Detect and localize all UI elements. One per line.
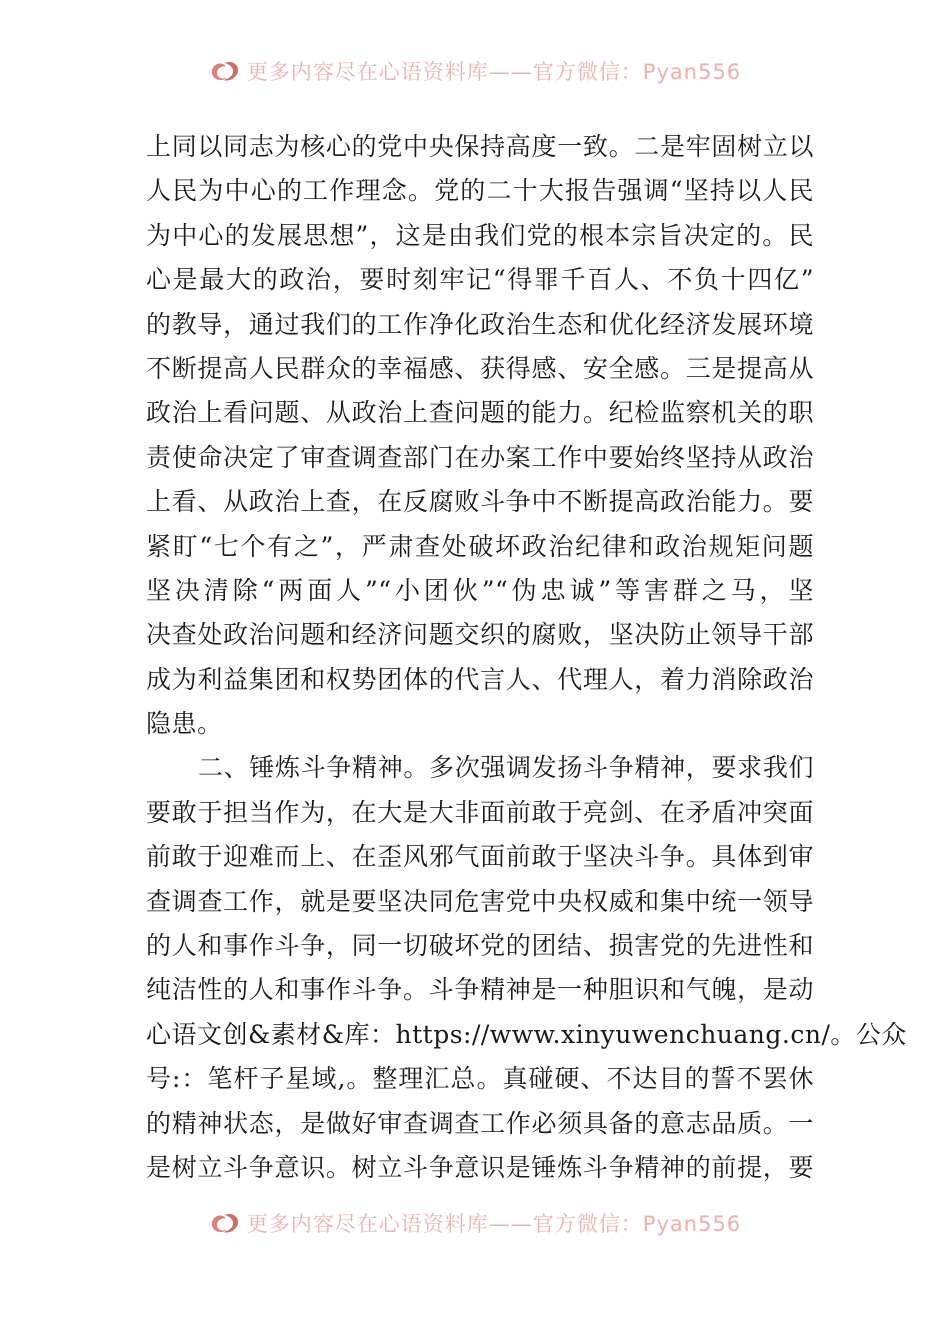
text-line: 坚决清除“两面人”“小团伙”“伪忠诚”等害群之马，坚 bbox=[146, 575, 814, 605]
document-body bbox=[146, 125, 907, 1190]
text-line: 号:：笔杆子星域,。整理汇总。真碰硬、不达目的誓不罢休 bbox=[146, 1064, 814, 1094]
brand-logo-icon bbox=[209, 1210, 241, 1236]
text-line: 上同以同志为核心的党中央保持高度一致。二是牢固树立以 bbox=[146, 132, 814, 161]
text-line: 心语文创&素材&库：https://www.xinyuwenchuang.cn/。公众 bbox=[146, 1019, 907, 1049]
text-line: 紧盯“七个有之”，严肃查处破坏政治纪律和政治规矩问题 bbox=[146, 531, 814, 561]
text-line: 的人和事作斗争，同一切破坏党的团结、损害党的先进性和 bbox=[146, 931, 814, 961]
text-line: 查调查工作，就是要坚决同危害党中央权威和集中统一领导 bbox=[146, 886, 814, 916]
text-line: 心是最大的政治，要时刻牢记“得罪千百人、不负十四亿” bbox=[146, 265, 814, 295]
text-line: 上看、从政治上查，在反腐败斗争中不断提高政治能力。要 bbox=[146, 487, 814, 517]
text-line: 成为利益集团和权势团体的代言人、代理人，着力消除政治 bbox=[146, 664, 814, 694]
text-line: 的精神状态，是做好审查调查工作必须具备的意志品质。一 bbox=[146, 1108, 814, 1138]
text-line: 隐患。 bbox=[146, 709, 223, 739]
text-line: 为中心的发展思想”，这是由我们党的根本宗旨决定的。民 bbox=[146, 220, 814, 250]
text-line: 要敢于担当作为，在大是大非面前敢于亮剑、在矛盾冲突面 bbox=[146, 797, 814, 827]
footer-watermark bbox=[0, 1206, 950, 1240]
brand-logo-icon bbox=[209, 58, 241, 84]
text-line: 责使命决定了审查调查部门在办案工作中要始终坚持从政治 bbox=[146, 442, 814, 472]
text-line: 人民为中心的工作理念。党的二十大报告强调“坚持以人民 bbox=[146, 176, 814, 206]
paragraph-start-line: 二、锤炼斗争精神。多次强调发扬斗争精神，要求我们 bbox=[198, 753, 814, 783]
header-watermark bbox=[0, 54, 950, 88]
watermark-text: 更多内容尽在心语资料库——官方微信：Pyan556 bbox=[246, 1212, 742, 1236]
text-line: 不断提高人民群众的幸福感、获得感、安全感。三是提高从 bbox=[146, 353, 814, 383]
text-line: 的教导，通过我们的工作净化政治生态和优化经济发展环境 bbox=[146, 309, 814, 339]
watermark-text: 更多内容尽在心语资料库——官方微信：Pyan556 bbox=[246, 60, 742, 84]
text-line: 是树立斗争意识。树立斗争意识是锤炼斗争精神的前提，要 bbox=[146, 1152, 814, 1182]
text-line: 政治上看问题、从政治上查问题的能力。纪检监察机关的职 bbox=[146, 398, 814, 428]
text-line: 前敢于迎难而上、在歪风邪气面前敢于坚决斗争。具体到审 bbox=[146, 842, 814, 872]
text-line: 纯洁性的人和事作斗争。斗争精神是一种胆识和气魄，是动 bbox=[146, 975, 814, 1005]
text-line: 决查处政治问题和经济问题交织的腐败，坚决防止领导干部 bbox=[146, 620, 814, 650]
